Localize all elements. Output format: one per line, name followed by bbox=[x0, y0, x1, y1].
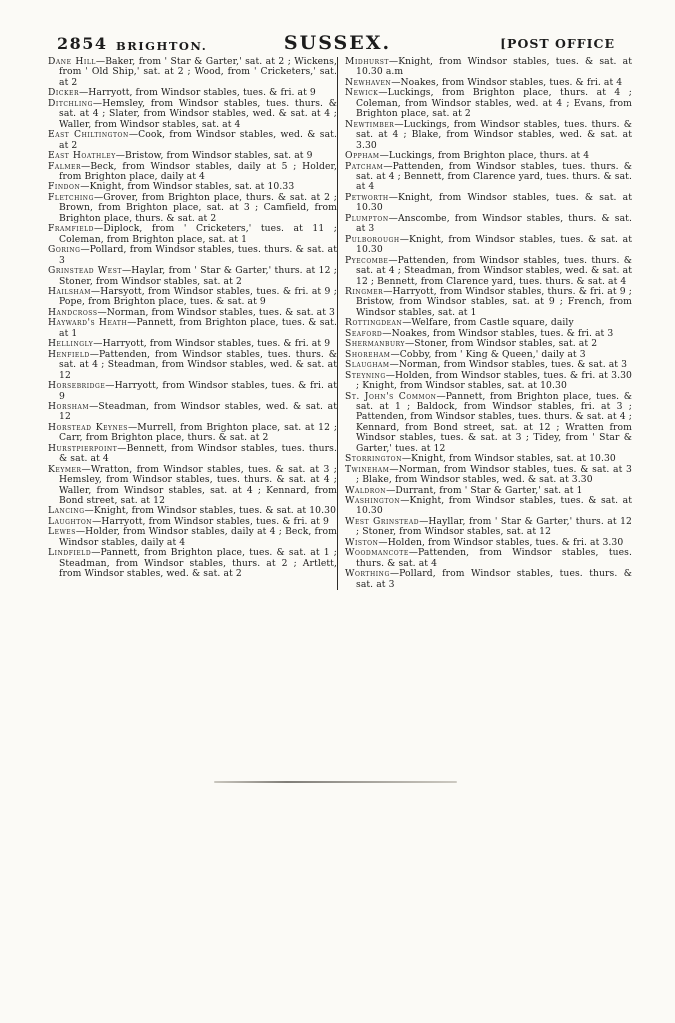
carrier-entry bbox=[48, 224, 337, 245]
entry-details: —Haylar, from ' Star & Garter,' thurs. at 12 ; Stoner, from Windsor stables, sat. at 2 bbox=[59, 265, 337, 287]
carrier-entry bbox=[48, 287, 337, 308]
carrier-entry bbox=[48, 423, 337, 444]
place-name: Patcham bbox=[345, 160, 384, 172]
entry-details: —Durrant, from ' Star & Garter,' sat. at 1 bbox=[386, 484, 583, 496]
place-name: Falmer bbox=[48, 160, 82, 172]
entry-details: —Pannett, from Brighton place, tues. & sat. at 1 bbox=[59, 317, 337, 339]
carrier-entry bbox=[48, 266, 337, 287]
place-name: Midhurst bbox=[345, 56, 389, 67]
carrier-entry bbox=[345, 496, 632, 517]
carrier-entry bbox=[48, 130, 337, 151]
place-name: East Hoathley bbox=[48, 150, 116, 162]
place-name: Ringmer bbox=[345, 285, 384, 297]
place-name: Horsham bbox=[48, 400, 90, 412]
carrier-entry bbox=[48, 444, 337, 465]
column-divider bbox=[337, 57, 338, 590]
carrier-entry bbox=[345, 88, 632, 119]
place-name: Rottingdean bbox=[345, 317, 403, 329]
entry-details: —Holden, from Windsor stables, tues. & fri. at 3.30 bbox=[378, 536, 624, 548]
carrier-listing bbox=[48, 57, 633, 590]
carrier-entry bbox=[345, 120, 632, 151]
entry-details: —Harryott, from Windsor stables, tues. & fri. at 9 bbox=[59, 380, 337, 402]
entry-details: —Harryott, from Windsor stables, tues. & fri. at 9 bbox=[92, 515, 329, 527]
place-name: Washington bbox=[345, 495, 401, 507]
place-name: Shoreham bbox=[345, 348, 391, 360]
carrier-entry bbox=[345, 193, 632, 214]
entry-details: —Knight, from Windsor stables, sat. at 10.33 bbox=[80, 181, 295, 193]
place-name: Hailsham bbox=[48, 285, 91, 297]
place-name: Twineham bbox=[345, 463, 390, 475]
entry-details: —Holden, from Windsor stables, tues. & fri. at 3.30 ; Knight, from Windsor stables, sat. at 10.30 bbox=[356, 369, 632, 392]
place-name: Framfield bbox=[48, 223, 95, 235]
place-name: Wiston bbox=[345, 536, 379, 548]
entry-details: —Pattenden, from Windsor stables, tues. thurs. & sat. at 4 ; Steadman, from Windsor stables, wed. & sat. at 12 ; Bennett, from Clarence yard, tues. thurs. & sat. at 4 bbox=[356, 254, 632, 287]
carrier-entry bbox=[48, 245, 337, 266]
place-name: Hurstpierpoint bbox=[48, 442, 118, 454]
entry-details: —Norman, from Windsor stables, tues. & sat. at 3 bbox=[97, 306, 335, 318]
place-name: Lindfield bbox=[48, 547, 92, 559]
place-name: Plumpton bbox=[345, 212, 389, 224]
carrier-entry bbox=[345, 392, 632, 455]
entry-details: —Luckings, from Brighton place, thurs. at 4 bbox=[379, 150, 590, 162]
place-name: Steyning bbox=[345, 369, 386, 381]
place-name: Keymer bbox=[48, 463, 82, 475]
page-number: 2854 bbox=[57, 34, 108, 53]
entry-details: —Harryott, from Windsor stables, thurs. & fri. at 9 ; Bristow, from Windsor stables, sat. at 9 ; French, from Windsor stables, sat. at 1 bbox=[356, 285, 632, 318]
entry-details: —Holder, from Windsor stables, daily at 4 ; Beck, from Windsor stables, daily at 4 bbox=[59, 526, 337, 548]
entry-details: —Hemsley, from Windsor stables, tues. thurs. & sat. at 4 ; Slater, from Windsor stables, wed. & sat. at 4 ; Waller, from Windsor stables, sat. at 4 bbox=[59, 97, 337, 130]
carrier-entry bbox=[48, 350, 337, 381]
place-name: Pyecombe bbox=[345, 254, 389, 266]
carrier-entry bbox=[48, 402, 337, 423]
carrier-entry bbox=[48, 465, 337, 507]
place-name: Dicker bbox=[48, 87, 80, 99]
place-name: Lewes bbox=[48, 526, 76, 538]
place-name: West Grinstead bbox=[345, 515, 420, 527]
place-name: Ditchling bbox=[48, 97, 93, 109]
place-name: Horstead Keynes bbox=[48, 421, 128, 433]
separator-rule bbox=[214, 781, 457, 783]
entry-details: —Cook, from Windsor stables, wed. & sat. at 2 bbox=[59, 129, 337, 151]
place-name: Oppham bbox=[345, 150, 380, 162]
running-head-left: BRIGHTON. bbox=[116, 39, 208, 53]
carrier-entry bbox=[345, 548, 632, 569]
place-name: Hellingly bbox=[48, 338, 94, 350]
entry-details: —Anscombe, from Windsor stables, thurs. & sat. at 3 bbox=[356, 212, 632, 235]
page-header bbox=[0, 0, 675, 57]
place-name: Waldron bbox=[345, 484, 387, 496]
place-name: Handcross bbox=[48, 306, 98, 318]
carrier-entry bbox=[345, 256, 632, 287]
entry-details: —Pollard, from Windsor stables, tues. thurs. & sat. at 3 bbox=[356, 568, 632, 590]
entry-details: —Pattenden, from Windsor stables, tues. thurs. & sat. at 4 ; Steadman, from Windsor stables, wed. & sat. at 12 bbox=[59, 348, 337, 381]
entry-details: —Grover, from Brighton place, thurs. & sat. at 2 ; Brown, from Brighton place, sat. at 3 ; Camfield, from Brighton place, thurs. & sat. at 2 bbox=[59, 191, 337, 224]
place-name: Henfield bbox=[48, 348, 90, 360]
entry-details: —Noakes, from Windsor stables, tues. & fri. at 4 bbox=[391, 76, 623, 88]
entry-details: —Beck, from Windsor stables, daily at 5 ; Holder, from Brighton place, daily at 4 bbox=[59, 160, 337, 182]
entry-details: —Murrell, from Brighton place, sat. at 12 ; Carr, from Brighton place, thurs. & sat. at 2 bbox=[59, 421, 338, 444]
column-left bbox=[48, 57, 337, 590]
entry-details: —Pattenden, from Windsor stables, tues. thurs. & sat. at 4 bbox=[356, 547, 632, 569]
entry-details: —Welfare, from Castle square, daily bbox=[402, 317, 574, 329]
entry-details: —Cobby, from ' King & Queen,' daily at 3 bbox=[390, 348, 586, 360]
place-name: Lancing bbox=[48, 505, 85, 517]
place-name: Laughton bbox=[48, 515, 93, 527]
column-right bbox=[345, 57, 632, 590]
carrier-entry bbox=[48, 527, 337, 548]
entry-details: —Knight, from Windsor stables, sat. at 10.30 bbox=[401, 453, 616, 465]
place-name: Findon bbox=[48, 181, 81, 193]
entry-details: —Knight, from Windsor stables, tues. & sat. at 10.30 bbox=[356, 233, 632, 256]
place-name: St. John's Common bbox=[345, 390, 437, 402]
carrier-entry bbox=[345, 57, 632, 78]
entry-details: —Pannett, from Brighton place, tues. & sat. at 1 ; Steadman, from Windsor stables, thurs. at 2 ; Artlett, from Windsor stables, wed. & sat. at 2 bbox=[59, 547, 337, 580]
carrier-entry bbox=[345, 287, 632, 318]
page-title: SUSSEX. bbox=[283, 32, 392, 54]
entry-details: —Luckings, from Brighton place, thurs. at 4 ; Coleman, from Windsor stables, wed. at 4 ; Evans, from Brighton place, sat. at 2 bbox=[356, 87, 632, 120]
entry-details: —Luckings, from Windsor stables, tues. thurs. & sat. at 4 ; Blake, from Windsor stables, wed. & sat. at 3.30 bbox=[356, 118, 632, 151]
entry-details: —Norman, from Windsor stables, tues. & sat. at 3 ; Blake, from Windsor stables, wed. & sat. at 3.30 bbox=[356, 463, 632, 486]
place-name: Pulborough bbox=[345, 233, 400, 245]
entry-details: —Noakes, from Windsor stables, tues. & fri. at 3 bbox=[382, 327, 614, 339]
carrier-entry bbox=[48, 162, 337, 183]
place-name: East Chiltington bbox=[48, 129, 129, 141]
running-head-right: [POST OFFICE bbox=[500, 36, 615, 51]
carrier-entry bbox=[345, 569, 632, 590]
carrier-entry bbox=[48, 548, 337, 579]
place-name: Petworth bbox=[345, 191, 389, 203]
place-name: Goring bbox=[48, 244, 81, 256]
carrier-entry bbox=[345, 162, 632, 193]
entry-details: —Harryott, from Windsor stables, tues. & fri. at 9 bbox=[79, 87, 316, 99]
entry-details: —Knight, from Windsor stables, tues. & sat. at 10.30 bbox=[356, 191, 632, 214]
carrier-entry bbox=[345, 371, 632, 392]
place-name: Fletching bbox=[48, 191, 94, 203]
entry-details: —Steadman, from Windsor stables, wed. & sat. at 12 bbox=[59, 400, 337, 423]
place-name: Newhaven bbox=[345, 76, 392, 88]
place-name: Dane Hill bbox=[48, 56, 96, 67]
entry-details: —Pannett, from Brighton place, tues. & sat. at 1 ; Baldock, from Windsor stables, fri. at 3 ; Pattenden, from Windsor stables, tues. thurs. & sat. at 4 ; Kennard, from Bond street, sat. at 12 ; Wratten from Windsor stables, tues. & sat. at 3 ; Tidey, from ' Star & Garter,' tues. at 12 bbox=[356, 390, 632, 454]
entry-details: —Bristow, from Windsor stables, sat. at 9 bbox=[115, 150, 313, 162]
carrier-entry bbox=[48, 318, 337, 339]
entry-details: —Knight, from Windsor stables, tues. & sat. at 10.30 bbox=[84, 505, 337, 517]
carrier-entry bbox=[345, 235, 632, 256]
entry-details: —Harsyott, from Windsor stables, tues. & fri. at 9 ; Pope, from Brighton place, tues. & sat. at 9 bbox=[59, 285, 337, 308]
place-name: Seaford bbox=[345, 327, 383, 339]
carrier-entry bbox=[48, 193, 337, 224]
entry-details: —Harryott, from Windsor stables, tues. & fri. at 9 bbox=[93, 338, 331, 350]
entry-details: —Knight, from Windsor stables, tues. & sat. at 10.30 bbox=[356, 495, 632, 517]
entry-details: —Pollard, from Windsor stables, tues. thurs. & sat. at 3 bbox=[59, 244, 337, 266]
entry-details: —Bennett, from Windsor stables, tues. thurs. & sat. at 4 bbox=[59, 442, 337, 465]
place-name: Slaugham bbox=[345, 359, 390, 371]
place-name: Newick bbox=[345, 87, 379, 99]
carrier-entry bbox=[48, 57, 337, 88]
entry-details: —Stoner, from Windsor stables, sat. at 2 bbox=[404, 338, 598, 350]
entry-details: —Norman, from Windsor stables, tues. & sat. at 3 bbox=[389, 359, 628, 371]
place-name: Woodmancote bbox=[345, 547, 409, 559]
place-name: Grinstead West bbox=[48, 265, 122, 277]
entry-details: —Baker, from ' Star & Garter,' sat. at 2 ; Wickens, from ' Old Ship,' sat. at 2 ; Wood, from ' Cricketers,' sat. at 2 bbox=[59, 56, 337, 88]
carrier-entry bbox=[345, 465, 632, 486]
entry-details: —Wratton, from Windsor stables, tues. & sat. at 3 ; Hemsley, from Windsor stables, tues. thurs. & sat. at 4 ; Waller, from Windsor stables, sat. at 4 ; Kennard, from Bond street, sat. at 12 bbox=[59, 463, 337, 507]
carrier-entry bbox=[345, 517, 632, 538]
place-name: Hayward's Heath bbox=[48, 317, 128, 329]
place-name: Worthing bbox=[345, 568, 390, 580]
place-name: Newtimber bbox=[345, 118, 395, 130]
carrier-entry bbox=[48, 99, 337, 130]
place-name: Storrington bbox=[345, 453, 402, 465]
place-name: Horsebridge bbox=[48, 380, 106, 392]
entry-details: —Knight, from Windsor stables, tues. & sat. at 10.30 a.m bbox=[356, 56, 632, 78]
place-name: Shermanbury bbox=[345, 338, 405, 350]
carrier-entry bbox=[345, 214, 632, 235]
entry-details: —Hayllar, from ' Star & Garter,' thurs. at 12 ; Stoner, from Windsor stables, sat. at 12 bbox=[356, 515, 633, 538]
carrier-entry bbox=[48, 381, 337, 402]
entry-details: —Diplock, from ' Cricketers,' tues. at 11 ; Coleman, from Brighton place, sat. at 1 bbox=[59, 223, 337, 245]
entry-details: —Pattenden, from Windsor stables, tues. thurs. & sat. at 4 ; Bennett, from Clarence yard, tues. thurs. & sat. at 4 bbox=[356, 160, 632, 193]
